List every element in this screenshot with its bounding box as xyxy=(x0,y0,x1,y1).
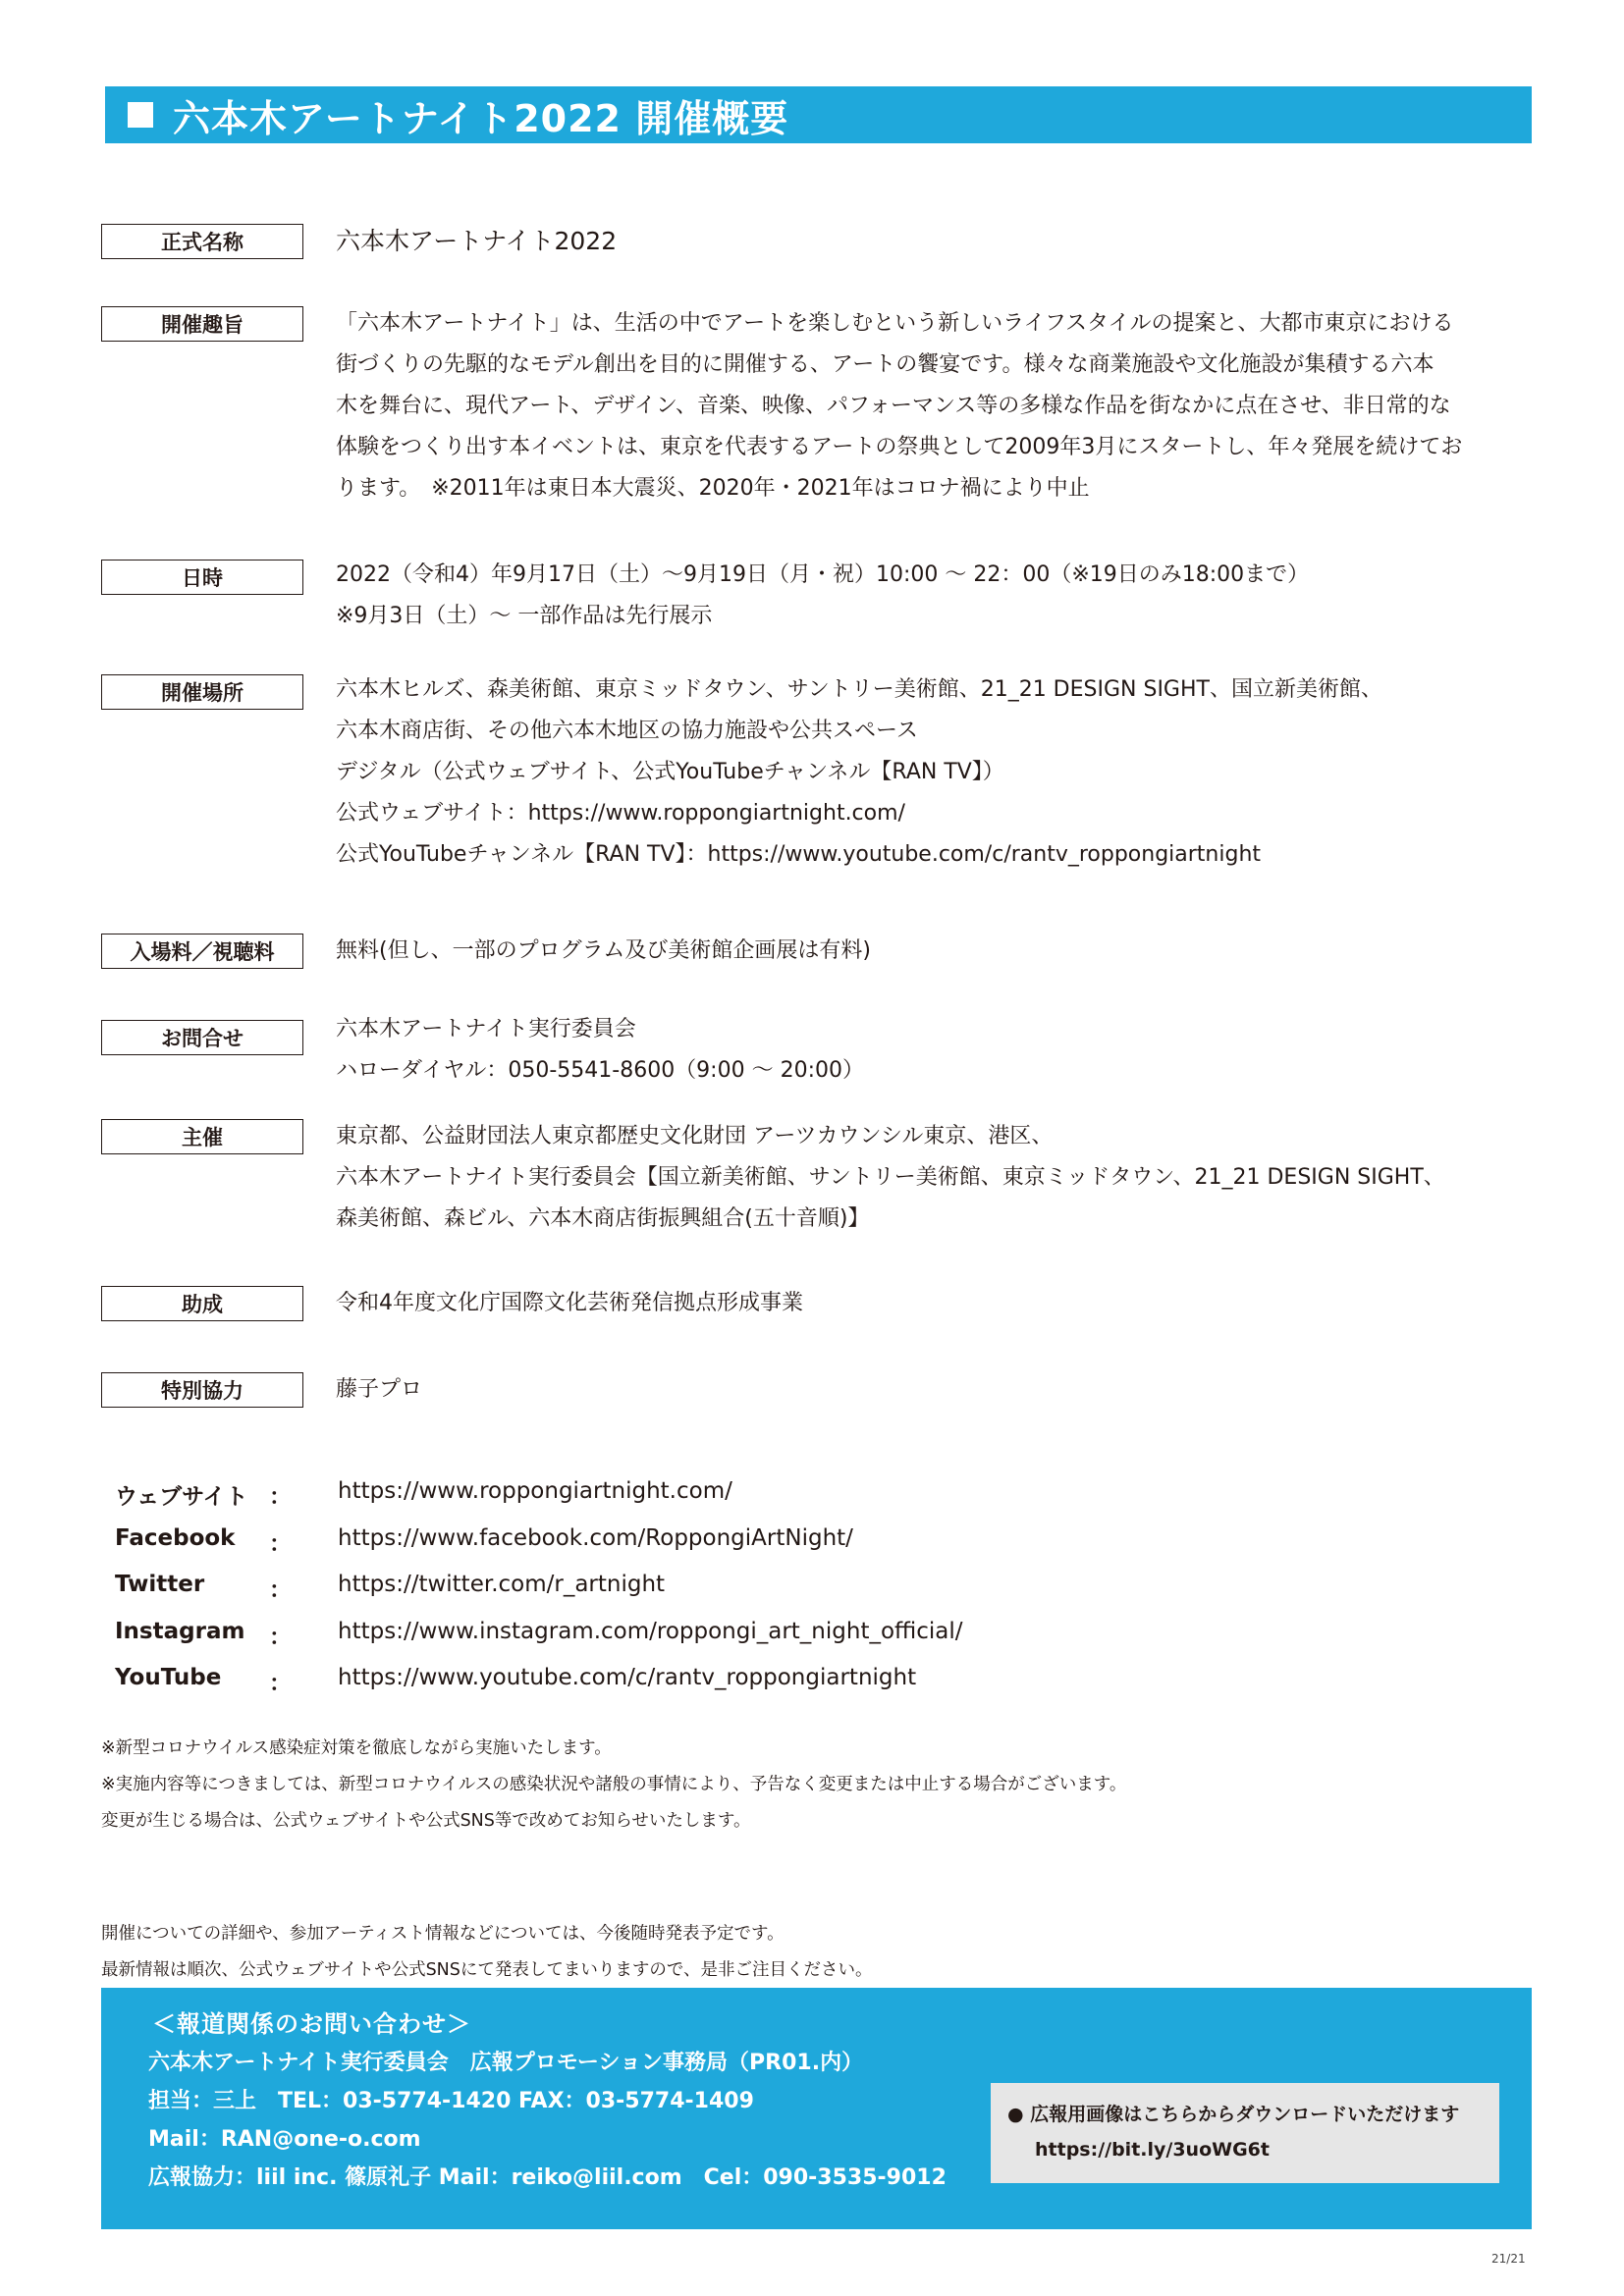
section-label: 日時 xyxy=(101,560,303,595)
section-content: 令和4年度文化庁国際文化芸術発信拠点形成事業 xyxy=(336,1291,803,1315)
download-text: ● 広報用画像はこちらからダウンロードいただけます xyxy=(1007,2104,1460,2125)
square-icon xyxy=(128,102,153,128)
press-contact-text: ＜報道関係のお問い合わせ＞ 六本木アートナイト実行委員会 広報プロモーション事務局（PR01.内） 担当：三上 TEL：03-5774-1420 FAX：03-5774-1409 Mail：RAN@one-o.com 広報協力：liil inc. 篠原礼子 Mail：reiko@liil.com Cel：090-3535-9012 xyxy=(148,2005,947,2197)
section-label: 主催 xyxy=(101,1119,303,1154)
section-content: 無料(但し、一部のプログラム及び美術館企画展は有料) xyxy=(336,938,871,963)
section-content: 藤子プロ xyxy=(336,1377,423,1402)
page-title-bar xyxy=(105,86,1532,143)
notes: ※新型コロナウイルス感染症対策を徹底しながら実施いたします。 ※実施内容等につきましては、新型コロナウイルスの感染状況や諸般の事情により、予告なく変更または中止する場合がございます。 変更が生じる場合は、公式ウェブサイトや公式SNS等で改めてお知らせいたします。 xyxy=(101,1738,1127,1831)
link-url[interactable]: https://twitter.com/r_artnight xyxy=(338,1572,666,1597)
link-label: ウェブサイト xyxy=(115,1484,248,1510)
section-label: 正式名称 xyxy=(101,224,303,259)
link-url[interactable]: https://www.facebook.com/RoppongiArtNight/ xyxy=(338,1524,853,1551)
section-content: 「六本木アートナイト」は、生活の中でアートを楽しむという新しいライフスタイルの提案と、大都市東京における 街づくりの先駆的なモデル創出を目的に開催する、アートの饗宴です。様々な商業施設や文化施設が集積する六本 木を舞台に、現代アート、デザイン、音楽、映像、パフォーマンス等の多様な作品を街なかに点在させ、非日常的な 体験をつくり出す本イベントは、東京を代表するアートの祭典として2009年3月にスタートし、年々発展を続けてお ります。 ※2011年は東日本大震災、2020年・2021年はコロナ禍により中止 xyxy=(336,311,1463,501)
download-box xyxy=(991,2083,1499,2183)
section-content: 東京都、公益財団法人東京都歴史文化財団 アーツカウンシル東京、港区、 六本木アートナイト実行委員会【国立新美術館、サントリー美術館、東京ミッドタウン、21_21 DESIGN SIGHT、 森美術館、森ビル、六本木商店街振興組合(五十音順)】 xyxy=(336,1124,1445,1231)
section-content: 六本木アートナイト実行委員会 ハローダイヤル：050-5541-8600（9:00 ～ 20:00） xyxy=(336,1017,864,1083)
section-label: お問合せ xyxy=(101,1020,303,1055)
link-label: Facebook xyxy=(115,1524,236,1551)
announcement-notes: 開催についての詳細や、参加アーティスト情報などについては、今後随時発表予定です。 最新情報は順次、公式ウェブサイトや公式SNSにて発表してまいりますので、是非ご注目ください。 xyxy=(101,1924,873,1980)
section-label: 入場料／視聴料 xyxy=(101,934,303,969)
section-label: 特別協力 xyxy=(101,1372,303,1408)
section-label: 開催趣旨 xyxy=(101,306,303,342)
section-content: 六本木ヒルズ、森美術館、東京ミッドタウン、サントリー美術館、21_21 DESIGN SIGHT、国立新美術館、 六本木商店街、その他六本木地区の協力施設や公共スペース デジタル（公式ウェブサイト、公式YouTubeチャンネル【RAN TV】） 公式ウェブサイト：https://www.roppongiartnight.com/ 公式YouTubeチャンネル【RAN TV】：https://www.youtube.com/c/rantv_roppongiartnight xyxy=(336,677,1382,867)
link-url[interactable]: https://www.instagram.com/roppongi_art_night_official/ xyxy=(338,1618,963,1644)
section-label: 開催場所 xyxy=(101,674,303,710)
link-label: Instagram xyxy=(115,1618,245,1644)
page-title: 六本木アートナイト2022 開催概要 xyxy=(173,96,789,140)
section-content: 六本木アートナイト2022 xyxy=(336,227,618,255)
press-contact-heading: ＜報道関係のお問い合わせ＞ xyxy=(152,2010,471,2038)
page-number: 21/21 xyxy=(1491,2252,1526,2266)
section-label: 助成 xyxy=(101,1286,303,1321)
download-link[interactable]: https://bit.ly/3uoWG6t xyxy=(1035,2139,1270,2161)
link-label: Twitter xyxy=(115,1572,205,1597)
press-contact-box xyxy=(101,1988,1532,2229)
section-content: 2022（令和4）年9月17日（土）～9月19日（月・祝）10:00 ～ 22：00（※19日のみ18:00まで） ※9月3日（土）～ 一部作品は先行展示 xyxy=(336,562,1310,628)
link-url[interactable]: https://www.youtube.com/c/rantv_roppongiartnight xyxy=(338,1665,917,1690)
link-url[interactable]: https://www.roppongiartnight.com/ xyxy=(338,1478,732,1504)
link-label: YouTube xyxy=(115,1665,222,1690)
